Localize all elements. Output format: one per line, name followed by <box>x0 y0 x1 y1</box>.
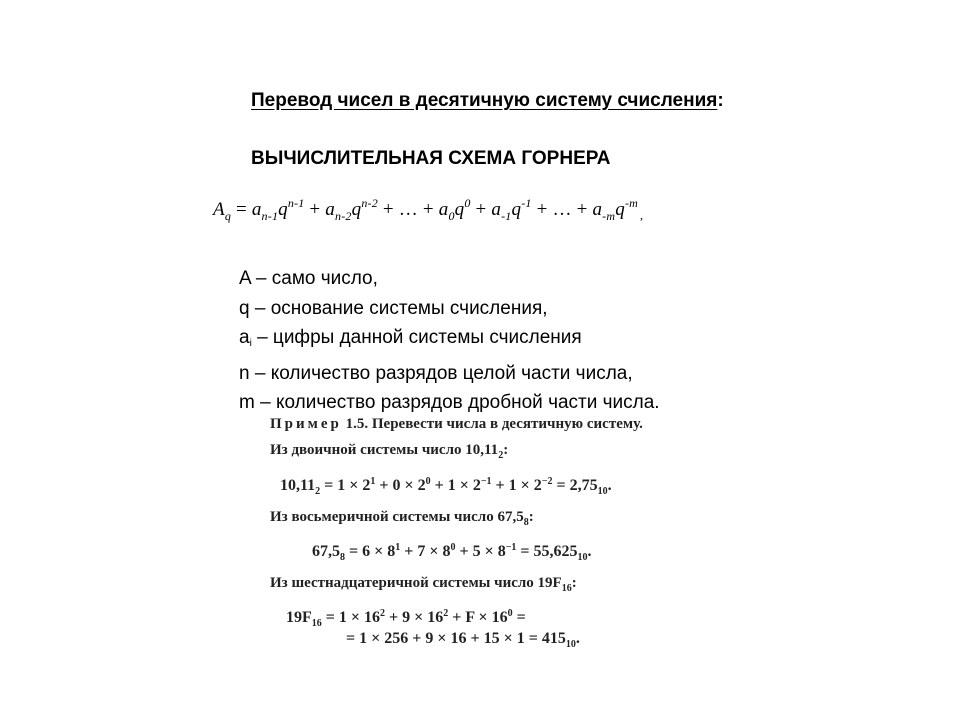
term4-sub: -1 <box>501 209 512 223</box>
hex-eq1-a: 19F <box>286 609 312 626</box>
formula-plus-dots1: + … + <box>377 199 439 220</box>
example-heading <box>270 416 643 433</box>
term4-exp: -1 <box>521 196 532 210</box>
bin-eq-c-sup: 0 <box>425 476 431 487</box>
bin-eq-b: = 1 × 2 <box>320 477 371 494</box>
bin-eq-a-sub: 2 <box>315 486 321 497</box>
formula-plus-dots2: + … + <box>531 199 593 220</box>
title-text: Перевод чисел в десятичную систему счисления <box>251 90 718 111</box>
bin-eq-end: . <box>607 477 612 494</box>
term1-exp: n-1 <box>287 196 305 210</box>
oct-eq-c: + 7 × 8 <box>400 543 451 560</box>
lhs-sub: q <box>224 209 232 223</box>
def-ai-base: a <box>239 327 250 348</box>
example-label: Пример <box>270 416 342 432</box>
term3-base: q <box>454 199 465 220</box>
term2-exp: n-2 <box>361 196 378 210</box>
definitions-list <box>239 264 660 418</box>
bin-eq-d: + 1 × 2 <box>430 477 481 494</box>
octal-intro <box>270 509 534 528</box>
hex-eq1-c-sup: 2 <box>443 608 449 619</box>
term4-base: q <box>511 199 522 220</box>
hex-eq1-end: = <box>512 609 526 626</box>
oct-eq-b: = 6 × 8 <box>345 543 396 560</box>
scheme-heading: ВЫЧИСЛИТЕЛЬНАЯ СХЕМА ГОРНЕРА <box>251 148 611 169</box>
hex-eq2-sub: 10 <box>565 639 576 650</box>
formula-tail: , <box>640 208 644 222</box>
bin-eq-f-sub: 10 <box>597 486 608 497</box>
oct-eq-d-sup: −1 <box>505 542 517 553</box>
bin-eq-e: + 1 × 2 <box>491 477 542 494</box>
binary-intro-sub: 2 <box>498 450 504 461</box>
formula-eq: = <box>231 199 252 220</box>
hex-eq2-text: = 1 × 256 + 9 × 16 + 15 × 1 = 415 <box>346 630 566 647</box>
hex-intro-text: Из шестнадцатеричной системы число 19F <box>270 575 562 591</box>
example-number: 1.5. <box>341 416 369 432</box>
hex-eq2-end: . <box>575 630 580 647</box>
bin-eq-a: 10,11 <box>280 477 316 494</box>
term2-coef: a <box>325 199 335 220</box>
horner-formula <box>213 196 643 224</box>
def-ai-rest: – цифры данной системы счисления <box>251 327 582 348</box>
def-ai <box>239 323 660 359</box>
def-m: m – количество разрядов дробной части числа. <box>239 392 660 413</box>
term3-exp: 0 <box>464 196 471 210</box>
formula-plus2: + <box>470 199 492 220</box>
bin-eq-f: = 2,75 <box>552 477 598 494</box>
term1-sub: n-1 <box>261 209 279 223</box>
term3-sub: 0 <box>448 209 455 223</box>
bin-eq-c: + 0 × 2 <box>375 477 426 494</box>
oct-eq-c-sup: 0 <box>450 542 456 553</box>
octal-intro-end: : <box>528 509 534 525</box>
term3-coef: a <box>438 199 449 220</box>
binary-intro <box>270 442 508 461</box>
term2-base: q <box>351 199 362 220</box>
def-q: q – основание системы счисления, <box>239 297 548 319</box>
example-intro: Перевести числа в десятичную систему. <box>368 416 643 432</box>
title-colon: : <box>717 90 724 111</box>
octal-intro-text: Из восьмеричной системы число 67,5 <box>270 509 524 525</box>
hex-eq1-a-sub: 16 <box>311 618 322 629</box>
hex-eq1-b-sup: 2 <box>380 608 386 619</box>
term1-base: q <box>278 199 288 220</box>
bin-eq-b-sup: 1 <box>370 476 376 487</box>
binary-equation <box>280 476 612 497</box>
oct-eq-a-sub: 8 <box>340 552 345 563</box>
def-a: A – само число, <box>239 268 378 289</box>
def-ai-sub: i <box>249 338 252 349</box>
octal-equation <box>312 542 592 563</box>
octal-intro-sub: 8 <box>523 517 529 528</box>
hex-intro-end: : <box>571 575 577 591</box>
term1-coef: a <box>251 199 262 220</box>
hex-equation-line2 <box>346 630 580 650</box>
term5-coef: a <box>592 199 603 220</box>
oct-eq-e-sub: 10 <box>577 552 588 563</box>
lhs-base: A <box>213 199 225 220</box>
term5-sub: -m <box>602 209 616 223</box>
binary-intro-end: : <box>503 442 509 458</box>
oct-eq-b-sup: 1 <box>395 542 401 553</box>
hex-intro <box>270 575 577 594</box>
def-n: n – количество разрядов целой части числа, <box>239 362 633 384</box>
term4-coef: a <box>491 199 502 220</box>
term5-exp: -m <box>624 196 638 210</box>
oct-eq-e: = 55,625 <box>516 543 578 560</box>
formula-plus1: + <box>304 199 326 220</box>
oct-eq-end: . <box>587 543 592 560</box>
hex-eq1-b: = 1 × 16 <box>321 609 381 626</box>
binary-intro-text: Из двоичной системы число 10,11 <box>270 442 499 458</box>
hex-eq1-d: + F × 16 <box>448 609 508 626</box>
term5-base: q <box>615 199 625 220</box>
hex-equation-line1 <box>286 608 526 629</box>
hex-eq1-c: + 9 × 16 <box>385 609 444 626</box>
page-title <box>251 90 724 112</box>
term2-sub: n-2 <box>335 209 352 223</box>
bin-eq-d-sup: −1 <box>480 476 492 487</box>
bin-eq-e-sup: −2 <box>541 476 553 487</box>
oct-eq-a: 67,5 <box>312 543 340 560</box>
oct-eq-d: + 5 × 8 <box>455 543 506 560</box>
hex-eq1-d-sup: 0 <box>507 608 513 619</box>
hex-intro-sub: 16 <box>561 583 572 594</box>
